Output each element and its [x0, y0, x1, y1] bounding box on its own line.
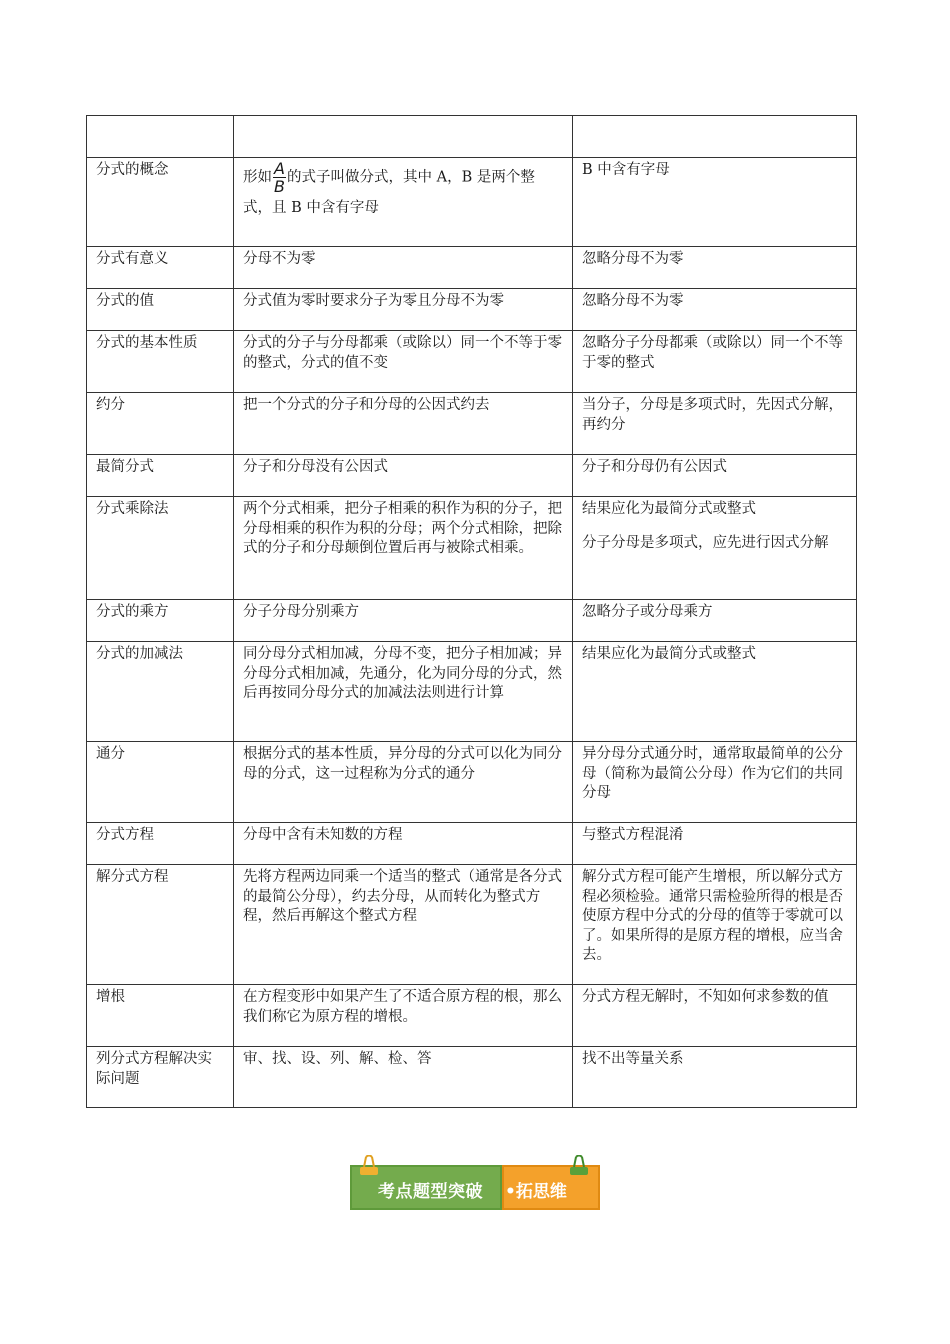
- table-row: [87, 289, 857, 331]
- content-cell: 分式的分子与分母都乘（或除以）同一个不等于零的整式，分式的值不变: [234, 331, 573, 393]
- table-row: [87, 331, 857, 393]
- note-cell: B 中含有字母: [573, 158, 857, 247]
- note-text: 分子分母是多项式，应先进行因式分解: [582, 534, 829, 551]
- content-cell: 分母不为零: [234, 247, 573, 289]
- note-cell: 找不出等量关系: [573, 1047, 857, 1108]
- topic-cell: 列分式方程解决实际问题: [87, 1047, 234, 1108]
- content-cell: [234, 158, 573, 247]
- content-cell: 同分母分式相加减，分母不变，把分子相加减；异分母分式相加减，先通分，化为同分母的分式，然后再按同分母分式的加减法法则进行计算: [234, 642, 573, 742]
- note-text: 结果应化为最简分式或整式: [582, 501, 756, 517]
- note-cell: 结果应化为最简分式或整式: [573, 642, 857, 742]
- content-cell: 审、找、设、列、解、检、答: [234, 1047, 573, 1108]
- topic-cell: 约分: [87, 393, 234, 455]
- table-row: [87, 1047, 857, 1108]
- binder-clip-icon: [568, 1155, 590, 1183]
- note-cell: 当分子，分母是多项式时，先因式分解，再约分: [573, 393, 857, 455]
- content-text: 的式子叫做分式，其中 A，B 是两个整式，且 B 中含有字母: [243, 169, 535, 216]
- binder-clip-icon: [358, 1155, 380, 1183]
- fraction-numerator: A: [274, 159, 285, 178]
- topic-cell: 分式的值: [87, 289, 234, 331]
- topic-cell: 增根: [87, 985, 234, 1047]
- banner-subtitle: •拓思维: [505, 1182, 567, 1202]
- table-row: [87, 823, 857, 865]
- content-cell: 分子分母分别乘方: [234, 600, 573, 642]
- fraction-denominator: B: [274, 177, 285, 196]
- section-banner: [350, 1155, 600, 1215]
- banner-title: 考点题型突破: [378, 1182, 483, 1202]
- header-row: [87, 116, 857, 158]
- content-cell: 分子和分母没有公因式: [234, 455, 573, 497]
- topic-cell: 分式的概念: [87, 158, 234, 247]
- header-cell: [234, 116, 573, 158]
- content-cell: 两个分式相乘，把分子相乘的积作为积的分子，把分母相乘的积作为积的分母；两个分式相除，把除式的分子和分母颠倒位置后再与被除式相乘。: [234, 497, 573, 600]
- note-cell: 分式方程无解时，不知如何求参数的值: [573, 985, 857, 1047]
- header-cell: [87, 116, 234, 158]
- table-row: [87, 865, 857, 985]
- table-row: [87, 247, 857, 289]
- table-row: [87, 497, 857, 600]
- content-cell: 先将方程两边同乘一个适当的整式（通常是各分式的最简公分母），约去分母，从而转化为整式方程，然后再解这个整式方程: [234, 865, 573, 985]
- table-row: [87, 985, 857, 1047]
- content-cell: 分式值为零时要求分子为零且分母不为零: [234, 289, 573, 331]
- topic-cell: 解分式方程: [87, 865, 234, 985]
- topic-cell: 分式乘除法: [87, 497, 234, 600]
- note-cell: [573, 497, 857, 600]
- topic-cell: 通分: [87, 742, 234, 823]
- table-row: [87, 158, 857, 247]
- content-cell: 根据分式的基本性质，异分母的分式可以化为同分母的分式，这一过程称为分式的通分: [234, 742, 573, 823]
- table-row: [87, 600, 857, 642]
- table-row: [87, 642, 857, 742]
- topic-cell: 分式的乘方: [87, 600, 234, 642]
- fraction-a-over-b: [273, 160, 286, 195]
- content-text: 形如: [243, 169, 272, 186]
- note-cell: 忽略分母不为零: [573, 289, 857, 331]
- note-cell: 与整式方程混淆: [573, 823, 857, 865]
- note-cell: 分子和分母仍有公因式: [573, 455, 857, 497]
- content-cell: 在方程变形中如果产生了不适合原方程的根，那么我们称它为原方程的增根。: [234, 985, 573, 1047]
- topic-cell: 分式的加减法: [87, 642, 234, 742]
- topic-cell: 分式有意义: [87, 247, 234, 289]
- header-cell: [573, 116, 857, 158]
- knowledge-table: [86, 115, 857, 1108]
- topic-cell: 分式的基本性质: [87, 331, 234, 393]
- table-row: [87, 742, 857, 823]
- table-row: [87, 455, 857, 497]
- note-cell: 忽略分母不为零: [573, 247, 857, 289]
- content-cell: 把一个分式的分子和分母的公因式约去: [234, 393, 573, 455]
- note-cell: 异分母分式通分时，通常取最简单的公分母（简称为最简公分母）作为它们的共同分母: [573, 742, 857, 823]
- table-row: [87, 393, 857, 455]
- note-cell: 忽略分子或分母乘方: [573, 600, 857, 642]
- note-cell: 解分式方程可能产生增根，所以解分式方程必须检验。通常只需检验所得的根是否使原方程中分式的分母的值等于零就可以了。如果所得的是原方程的增根，应当舍去。: [573, 865, 857, 985]
- content-cell: 分母中含有未知数的方程: [234, 823, 573, 865]
- note-cell: 忽略分子分母都乘（或除以）同一个不等于零的整式: [573, 331, 857, 393]
- topic-cell: 分式方程: [87, 823, 234, 865]
- topic-cell: 最简分式: [87, 455, 234, 497]
